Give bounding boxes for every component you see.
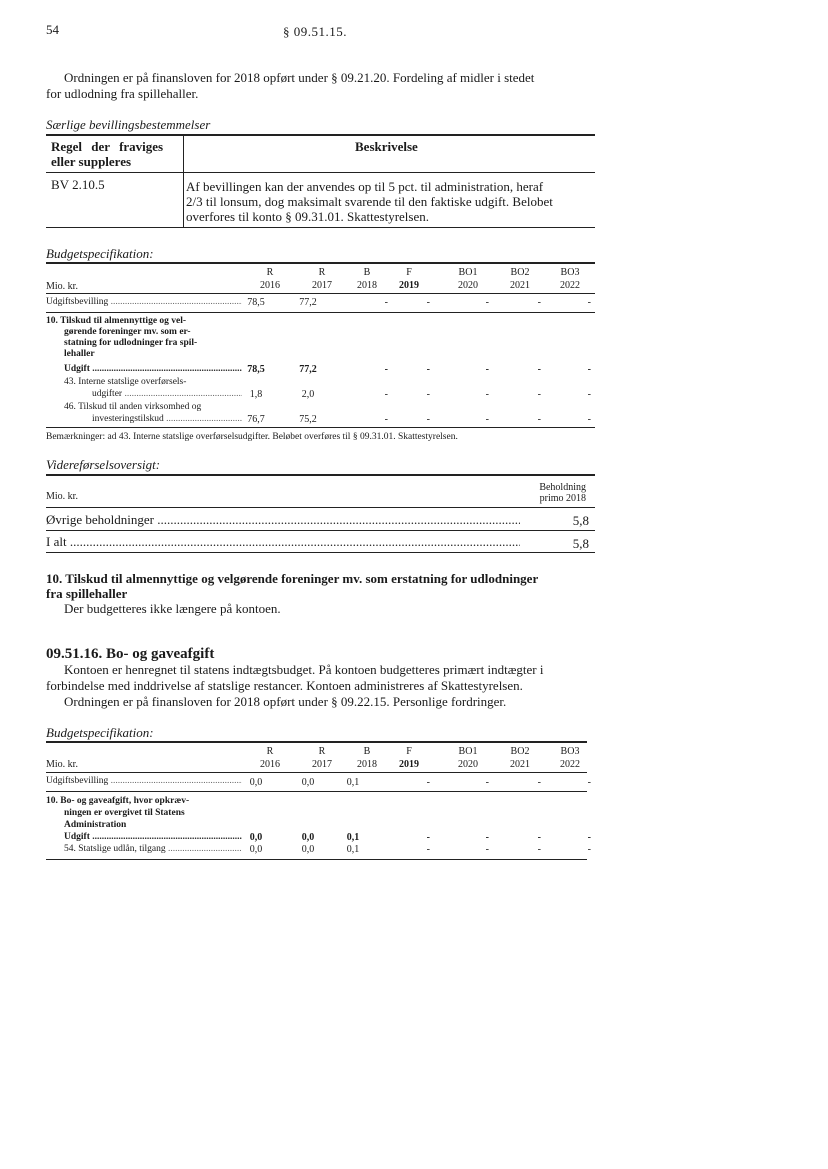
column-header-year: 2021 bbox=[510, 759, 530, 770]
intro-line-2: for udlodning fra spillehaller. bbox=[46, 86, 199, 101]
carry-unit: Mio. kr. bbox=[46, 491, 78, 502]
table-cell: - bbox=[587, 414, 591, 425]
column-header-type: B bbox=[363, 746, 371, 757]
table-cell: 77,2 bbox=[299, 364, 317, 375]
table-cell: 0,1 bbox=[346, 777, 360, 788]
table-cell: - bbox=[384, 414, 388, 425]
special-col1-header-2: eller suppleres bbox=[51, 154, 132, 169]
special-table-bottom-rule bbox=[46, 227, 595, 228]
budget2-udgiftsbevilling-label: Udgiftsbevilling ..... bbox=[46, 776, 242, 786]
column-header-type: BO1 bbox=[458, 267, 478, 278]
table-cell: 0,1 bbox=[346, 844, 360, 855]
carry-row2-value: 5,8 bbox=[572, 536, 589, 551]
table-cell: 0,0 bbox=[249, 832, 263, 843]
carry-col-header-1: Beholdning bbox=[539, 482, 586, 493]
budget1-row46-label-1: 46. Tilskud til anden virksomhed og bbox=[64, 402, 202, 412]
column-header-type: R bbox=[318, 267, 326, 278]
table-cell: - bbox=[426, 297, 430, 308]
carry-row-rule bbox=[46, 530, 595, 531]
column-header-year: 2021 bbox=[510, 280, 530, 291]
carry-col-header-2: primo 2018 bbox=[539, 493, 586, 504]
budget2-title: Budgetspecifikation: bbox=[46, 725, 154, 740]
table-cell: - bbox=[426, 389, 430, 400]
carry-row2-label: I alt ..... bbox=[46, 534, 520, 550]
table-cell: - bbox=[587, 297, 591, 308]
table-cell: - bbox=[426, 364, 430, 375]
budget1-udgift-label: Udgift ..... bbox=[64, 364, 242, 374]
table-cell: 76,7 bbox=[247, 414, 265, 425]
column-header-year: 2016 bbox=[260, 759, 280, 770]
budget1-row46-label-2: investeringstilskud ..... bbox=[92, 414, 242, 424]
carry-header-rule bbox=[46, 507, 595, 508]
column-header-year: 2019 bbox=[399, 280, 419, 291]
budget1-bottom-rule bbox=[46, 427, 595, 428]
budget1-subhead-1: 10. Tilskud til almennyttige og vel- bbox=[46, 316, 187, 326]
budget2-subhead-2: ningen er overgivet til Statens bbox=[64, 808, 185, 818]
budget1-header-rule bbox=[46, 293, 595, 294]
table-cell: 0,0 bbox=[301, 844, 315, 855]
budget1-title: Budgetspecifikation: bbox=[46, 246, 154, 261]
table-cell: 0,0 bbox=[301, 832, 315, 843]
special-table-top-rule bbox=[46, 134, 595, 136]
sec0916-p1-line-1: Kontoen er henregnet til statens indtægtsbudget. På kontoen budgetteres primært indtægter i bbox=[64, 662, 544, 677]
table-cell: 77,2 bbox=[299, 297, 317, 308]
table-cell: - bbox=[537, 364, 541, 375]
column-header-type: BO2 bbox=[510, 746, 530, 757]
budget1-subhead-4: lehaller bbox=[64, 349, 95, 359]
column-header-year: 2022 bbox=[560, 759, 580, 770]
budget1-top-rule bbox=[46, 262, 595, 264]
column-header-year: 2019 bbox=[399, 759, 419, 770]
special-desc-2: 2/3 til lonsum, dog maksimalt svarende til den faktiske udgift. Belobet bbox=[186, 194, 553, 209]
budget1-row43-label-1: 43. Interne statslige overførsels- bbox=[64, 377, 187, 387]
column-header-year: 2016 bbox=[260, 280, 280, 291]
table-cell: 2,0 bbox=[301, 389, 315, 400]
budget2-row-rule bbox=[46, 791, 587, 792]
column-header-year: 2017 bbox=[312, 280, 332, 291]
table-cell: - bbox=[384, 364, 388, 375]
table-cell: - bbox=[537, 414, 541, 425]
table-cell: 0,0 bbox=[249, 777, 263, 788]
table-cell: - bbox=[485, 414, 489, 425]
table-cell: - bbox=[426, 844, 430, 855]
column-header-year: 2020 bbox=[458, 280, 478, 291]
budget1-row43-label-2: udgifter ..... bbox=[92, 389, 242, 399]
column-header-year: 2020 bbox=[458, 759, 478, 770]
table-cell: - bbox=[537, 844, 541, 855]
page-number: 54 bbox=[46, 22, 59, 37]
special-desc-3: overfores til konto § 09.31.01. Skattestyrelsen. bbox=[186, 209, 429, 224]
table-cell: - bbox=[537, 832, 541, 843]
table-cell: 75,2 bbox=[299, 414, 317, 425]
budget1-note: Bemærkninger: ad 43. Interne statslige overførselsudgifter. Beløbet overføres til § 09.31.01. Skattestyrelsen. bbox=[46, 432, 458, 442]
column-header-year: 2017 bbox=[312, 759, 332, 770]
column-header-type: BO3 bbox=[560, 746, 580, 757]
budget2-subhead-1: 10. Bo- og gaveafgift, hvor opkræv- bbox=[46, 796, 190, 806]
table-cell: - bbox=[485, 389, 489, 400]
budget2-top-rule bbox=[46, 741, 587, 743]
column-header-type: B bbox=[363, 267, 371, 278]
table-cell: 1,8 bbox=[249, 389, 263, 400]
budget1-row-rule bbox=[46, 312, 595, 313]
special-col1-header-1: Regel der fraviges bbox=[51, 139, 164, 154]
carry-top-rule bbox=[46, 474, 595, 476]
column-header-year: 2018 bbox=[357, 280, 377, 291]
special-col2-header: Beskrivelse bbox=[355, 139, 418, 154]
budget1-unit: Mio. kr. bbox=[46, 281, 78, 292]
intro-line-1: Ordningen er på finansloven for 2018 opført under § 09.21.20. Fordeling af midler i stedet bbox=[64, 70, 535, 85]
table-cell: 0,1 bbox=[346, 832, 360, 843]
column-header-type: F bbox=[406, 267, 412, 278]
sec10-text: Der budgetteres ikke længere på kontoen. bbox=[64, 601, 281, 616]
table-cell: - bbox=[426, 832, 430, 843]
budget1-subhead-2: gørende foreninger mv. som er- bbox=[64, 327, 191, 337]
column-header-year: 2018 bbox=[357, 759, 377, 770]
column-header-type: F bbox=[406, 746, 412, 757]
table-cell: - bbox=[587, 389, 591, 400]
column-header-type: R bbox=[266, 267, 274, 278]
table-cell: 0,0 bbox=[301, 777, 315, 788]
column-header-type: R bbox=[318, 746, 326, 757]
sec0916-p2: Ordningen er på finansloven for 2018 opført under § 09.22.15. Personlige fordringer. bbox=[64, 694, 507, 709]
table-cell: - bbox=[426, 777, 430, 788]
special-title: Særlige bevillingsbestemmelser bbox=[46, 117, 211, 132]
table-cell: - bbox=[587, 844, 591, 855]
table-cell: - bbox=[587, 832, 591, 843]
budget2-unit: Mio. kr. bbox=[46, 759, 78, 770]
special-table-header-rule bbox=[46, 172, 595, 173]
special-rule: BV 2.10.5 bbox=[51, 177, 105, 192]
table-cell: - bbox=[485, 777, 489, 788]
table-cell: - bbox=[537, 389, 541, 400]
special-table-divider bbox=[183, 135, 184, 227]
table-cell: 78,5 bbox=[247, 364, 265, 375]
budget2-bottom-rule bbox=[46, 859, 587, 860]
sec10-heading-2: fra spillehaller bbox=[46, 586, 128, 601]
carry-row1-value: 5,8 bbox=[572, 513, 589, 528]
sec10-heading-1: 10. Tilskud til almennyttige og velgørende foreninger mv. som erstatning for udlodninger bbox=[46, 571, 539, 586]
table-cell: - bbox=[384, 389, 388, 400]
budget2-subhead-3: Administration bbox=[64, 820, 127, 830]
table-cell: - bbox=[587, 364, 591, 375]
budget1-subhead-3: statning for udlodninger fra spil- bbox=[64, 338, 198, 348]
table-cell: - bbox=[485, 297, 489, 308]
carry-bottom-rule bbox=[46, 552, 595, 553]
table-cell: - bbox=[485, 832, 489, 843]
table-cell: - bbox=[426, 414, 430, 425]
table-cell: - bbox=[587, 777, 591, 788]
column-header-type: BO1 bbox=[458, 746, 478, 757]
sec0916-p1-line-2: forbindelse med inddrivelse af statslige restancer. Kontoen administreres af Skattestyrelsen. bbox=[46, 678, 523, 693]
column-header-year: 2022 bbox=[560, 280, 580, 291]
budget2-udgift-label: Udgift ..... bbox=[64, 832, 242, 842]
table-cell: - bbox=[485, 364, 489, 375]
carry-title: Videreførselsoversigt: bbox=[46, 457, 161, 472]
special-desc-1: Af bevillingen kan der anvendes op til 5 pct. til administration, heraf bbox=[186, 179, 544, 194]
section-number: § 09.51.15. bbox=[283, 24, 347, 39]
budget1-udgiftsbevilling-label: Udgiftsbevilling ..... bbox=[46, 297, 242, 307]
column-header-type: BO2 bbox=[510, 267, 530, 278]
table-cell: 0,0 bbox=[249, 844, 263, 855]
table-cell: - bbox=[384, 297, 388, 308]
table-cell: - bbox=[537, 297, 541, 308]
table-cell: - bbox=[485, 844, 489, 855]
budget2-header-rule bbox=[46, 772, 587, 773]
column-header-type: R bbox=[266, 746, 274, 757]
budget2-row54-label: 54. Statslige udlån, tilgang ..... bbox=[64, 844, 242, 854]
table-cell: - bbox=[537, 777, 541, 788]
table-cell: 78,5 bbox=[247, 297, 265, 308]
sec0916-heading: 09.51.16. Bo- og gaveafgift bbox=[46, 646, 215, 662]
carry-row1-label: Øvrige beholdninger ..... bbox=[46, 512, 520, 528]
column-header-type: BO3 bbox=[560, 267, 580, 278]
